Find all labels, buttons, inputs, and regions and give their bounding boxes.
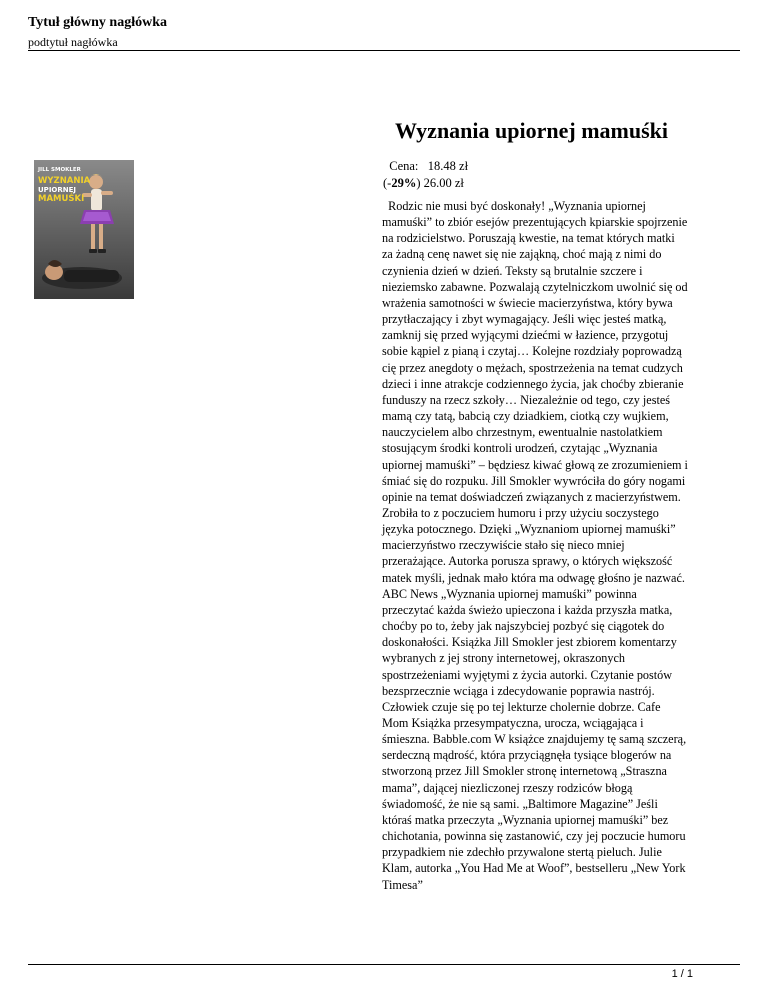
book-cover-image xyxy=(34,160,134,299)
price-original: 26.00 zł xyxy=(423,176,464,190)
cover-title-line-1: WYZNANIA xyxy=(38,176,91,186)
discount-close: ) xyxy=(416,176,421,190)
page-number: 1 / 1 xyxy=(671,968,693,980)
price-original-row xyxy=(383,175,468,192)
header-divider xyxy=(28,50,740,51)
price-current-row xyxy=(383,158,468,175)
header-title: Tytuł główny nagłówka xyxy=(28,15,167,30)
book-title: Wyznania upiornej mamuśki xyxy=(395,118,669,143)
cover-title-line-3: MAMUŚKI xyxy=(38,194,85,204)
price-block xyxy=(383,158,468,192)
price-label: Cena: xyxy=(389,159,419,173)
price-current: 18.48 zł xyxy=(427,159,469,173)
description-text: Rodzic nie musi być doskonały! „Wyznania upiornej mamuśki” to zbiór esejów prezentujących kpiarskie spojrzenie na rodzicielstwo. Poruszają kwestie, na temat których matki za żadną cenę nawet się nie zająkną, choć mają z nimi do czynienia dzień w dzień. Teksty są brutalnie szczere i nieziemsko zabawne. Pozwalają czytelniczkom uwolnić się od wrażenia samotności w świecie macierzyństwa, który bywa przytłaczający i zbyt wymagający. Jeśli więc jesteś matką, zamknij się przed wyjącymi dziećmi w łazience, przygotuj sobie kąpiel z pianą i czytaj… Kolejne rozdziały poprowadzą cię przez anegdoty o mężach, spostrzeżenia na temat cudzych dzieci i inne atrakcje codziennego życia, jak choćby zbieranie funduszy na rzecz szkoły… Niezależnie od tego, czy jesteś mamą czy tatą, babcią czy dziadkiem, ciotką czy wujkiem, nauczycielem albo chrzestnym, ewentualnie nastolatkiem stosującym środki kontroli urodzeń, czytając „Wyznania upiornej mamuśki” – będziesz kiwać głową ze zrozumieniem i śmiać się do rozpuku. Jill Smokler wywróciła do góry nogami opinie na temat doświadczeń związanych z macierzyństwem. Zrobiła to z poczuciem humoru i przy użyciu soczystego języka potocznego. Dzięki „Wyznaniom upiornej mamuśki” macierzyństwo rzeczywiście stało się nieco mniej przerażające. Autorka porusza sprawy, o których większość matek myśli, jednak mało która ma odwagę głośno je nazwać. ABC News „Wyznania upiornej mamuśki” powinna przeczytać każda świeżo upieczona i każda przyszła matka, choćby po to, żeby jak najszybciej pozbyć się ciągotek do doskonałości. Książka Jill Smokler jest zbiorem komentarzy wybranych z jej strony internetowej, okraszonych spostrzeżeniami wyjętymi z życia autorki. Czytanie postów bezsprzecznie wciąga i zdecydowanie poprawia nastrój. Człowiek czuje się po tej lekturze cholernie dobrze. Cafe Mom Książka przesympatyczna, urocza, wciągająca i śmieszna. Babble.com W książce znajdujemy tę samą szczerą, serdeczną mądrość, która przyciągnęła tysiące blogerów na stworzoną przez Jill Smokler stronę internetową „Straszna mama”, dającej niezliczonej rzeszy rodziców błogą świadomość, że nie są sami. „Baltimore Magazine” Jeśli któraś matka przeczyta „Wyznania upiornej mamuśki” bez chichotania, powinna się zastanowić, czy jej poczucie humoru przypadkiem nie zdechło przywalone stertą pieluch. Julie Klam, autorka „You Had Me at Woof”, bestselleru „New York Timesa” xyxy=(382,199,688,892)
cover-author: JILL SMOKLER xyxy=(38,167,81,173)
header-subtitle: podtytuł nagłówka xyxy=(28,35,118,49)
cover-title-line-2: UPIORNEJ xyxy=(38,186,77,194)
discount-open: (- xyxy=(383,176,392,190)
book-description xyxy=(382,198,688,893)
discount-percent: 29% xyxy=(391,176,417,190)
page-header xyxy=(28,14,740,50)
footer-divider xyxy=(28,964,740,965)
